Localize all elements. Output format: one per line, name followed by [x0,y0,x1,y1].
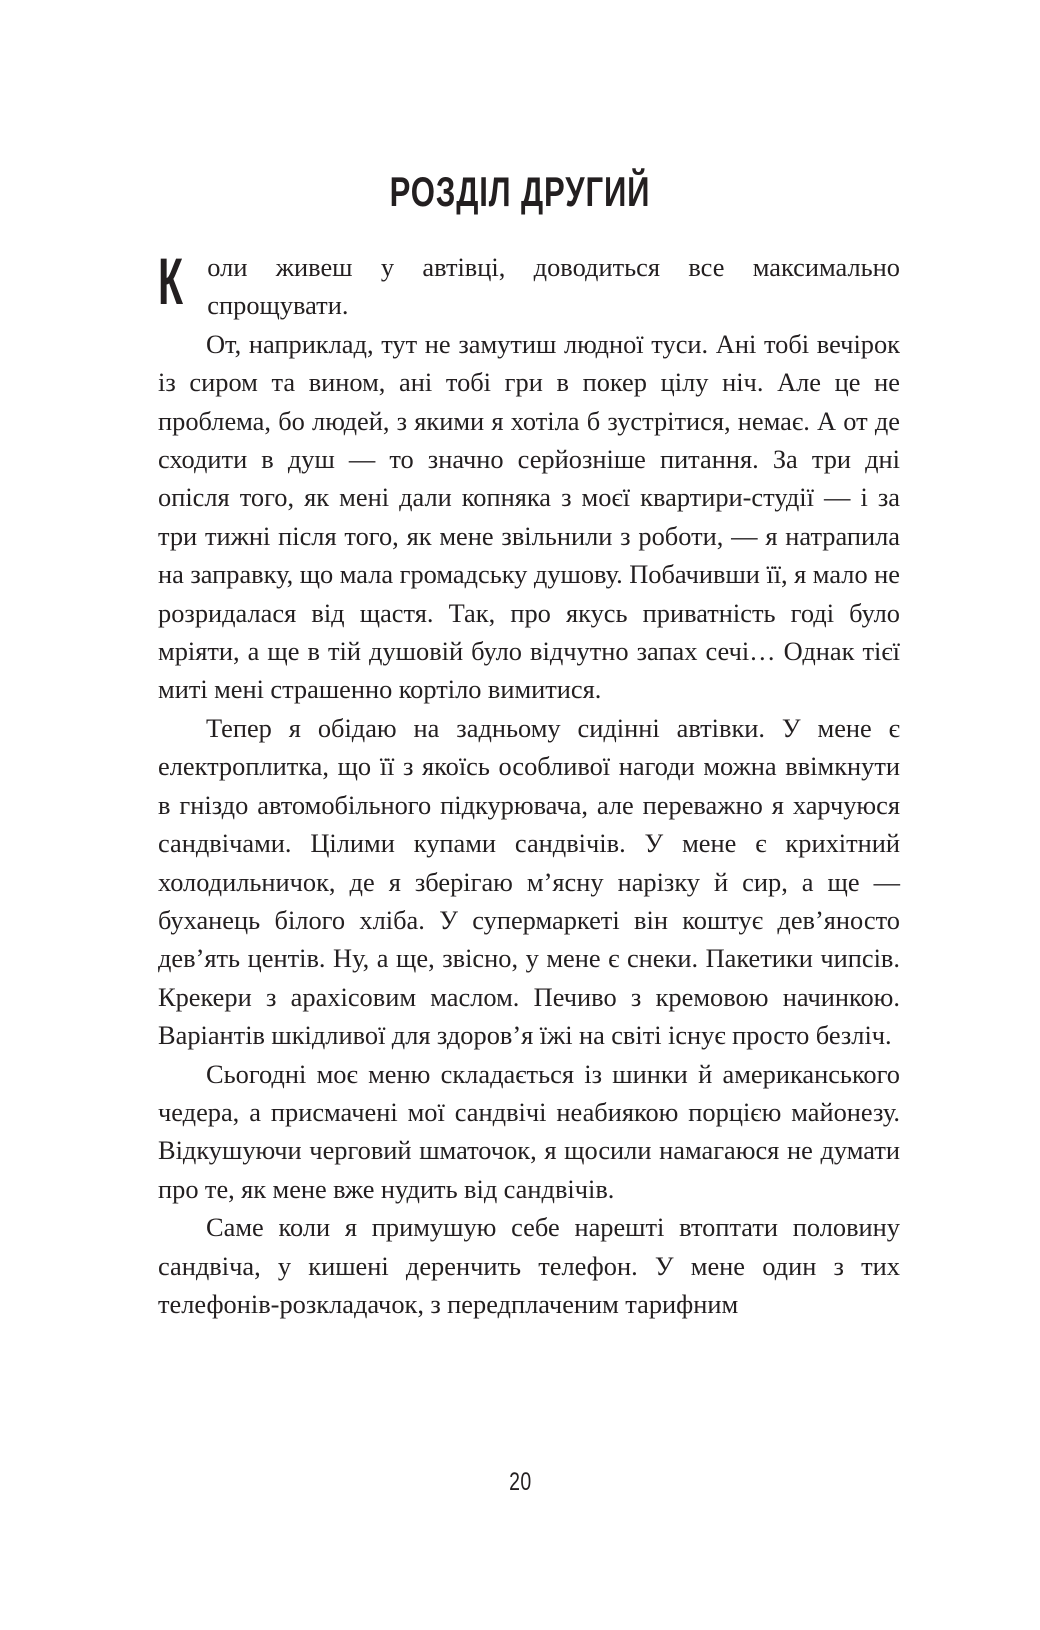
page-number-value: 20 [508,1468,532,1496]
paragraph-2: От, наприклад, тут не замутиш людної туси. Ані тобі вечірок із сиром та вином, ані тобі гри в покер цілу ніч. Але це не проблема, бо людей, з якими я хотіла б зустрітися, немає. А от де сходити в душ — то значно серйозніше питання. За три дні опісля того, як мені дали копняка з моєї квартири-студії — і за три тижні після того, як мене звільнили з роботи, — я натрапила на заправку, що мала громадську душову. Побачивши її, я мало не розридалася від щастя. Так, про якусь приватність годі було мріяти, а ще в тій душовій було відчутно запах сечі… Однак тієї миті мені страшенно кортіло вимитися. [158,328,900,705]
paragraph-4: Сьогодні моє меню складається із шинки й американського чедера, а присмачені мої сандвічі неабиякою порцією майонезу. Відкушуючи черговий шматочок, я щосили намагаюся не думати про те, як мене вже нудить від сандвічів. [158,1058,900,1204]
paragraph-3: Тепер я обідаю на задньому сидінні автівки. У мене є електроплитка, що її з якоїсь особливої нагоди можна ввімкнути в гніздо автомобільного підкурювача, але переважно я харчуюся сандвічами. Цілими купами сандвічів. У мене є крихітний холодильничок, де я зберігаю м’ясну нарізку й сир, а ще — буханець білого хліба. У супермаркеті він коштує дев’яносто дев’ять центів. Ну, а ще, звісно, у мене є снеки. Пакетики чипсів. Крекери з арахісовим маслом. Печиво з кремовою начинкою. Варіантів шкідливої для здоров’я їжі на світі існує просто безліч. [158,712,900,1051]
paragraph-5: Саме коли я примушую себе нарешті втоптати половину сандвіча, у кишені деренчить телефон. У мене один з тих телефонів-розкладачок, з передплаченим тарифним [158,1212,900,1319]
chapter-title: РОЗДІЛ ДРУГИЙ [389,168,651,215]
body-text-block [158,244,900,1323]
paragraph-1-text: оли живеш у автівці, доводиться все максимально спрощувати. [207,252,900,321]
page-number [0,1468,1040,1496]
drop-cap: К [158,244,183,318]
paragraph-1 [158,244,900,325]
